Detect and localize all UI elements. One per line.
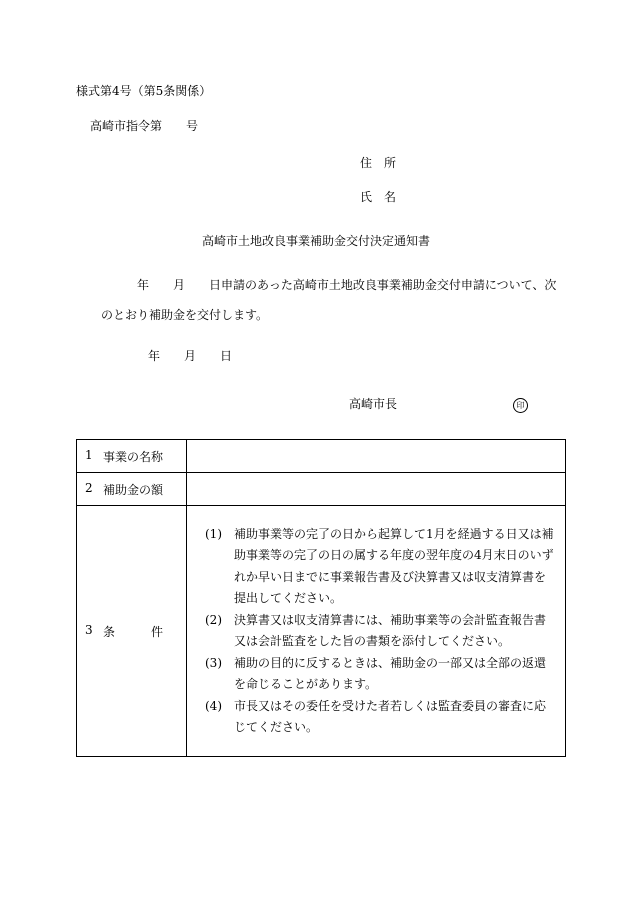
table-row: [77, 473, 566, 506]
condition-text: 決算書又は収支清算書には、補助事業等の会計監査報告書又は会計監査をした旨の書類を添付してください。: [234, 612, 547, 648]
condition-number: (3): [205, 655, 222, 670]
row-label: 補助金の額: [103, 482, 164, 497]
seal-mark: [513, 396, 528, 413]
list-item: [205, 696, 557, 739]
row-number: 3: [85, 622, 93, 637]
row-label: 事業の名称: [103, 449, 164, 464]
issue-date: 年 月 日: [148, 349, 233, 363]
body-line-2: のとおり補助金を交付します。: [101, 308, 269, 322]
condition-number: (4): [205, 698, 222, 713]
details-table: [76, 439, 566, 757]
document-title: 高崎市土地改良事業補助金交付決定通知書: [202, 234, 431, 248]
form-number: 様式第4号（第5条関係）: [76, 84, 212, 98]
list-item: [205, 610, 557, 653]
seal-icon: 印: [513, 398, 528, 413]
row-number: 1: [85, 447, 93, 462]
condition-text: 補助の目的に反するときは、補助金の一部又は全部の返還を命じることがあります。: [234, 655, 547, 691]
table-row: [77, 440, 566, 473]
row-label: 条 件: [103, 624, 164, 639]
table-row: [77, 506, 566, 757]
issuer: 高崎市長: [349, 397, 398, 411]
row-value: [187, 440, 566, 473]
list-item: [205, 524, 557, 610]
condition-text: 補助事業等の完了の日から起算して1月を経過する日又は補助事業等の完了の日の属する年度の翌年度の4月末日のいずれか早い日までに事業報告書及び決算書又は収支清算書を提出してください。: [234, 526, 554, 605]
condition-text: 市長又はその委任を受けた者若しくは監査委員の審査に応じてください。: [234, 698, 547, 734]
condition-number: (1): [205, 526, 222, 541]
list-item: [205, 653, 557, 696]
address-label: 住 所: [360, 156, 397, 170]
document-number: 高崎市指令第 号: [90, 119, 199, 133]
condition-number: (2): [205, 612, 222, 627]
body-line-1: 年 月 日申請のあった高崎市土地改良事業補助金交付申請について、次: [137, 278, 557, 292]
conditions-list: [187, 518, 565, 745]
row-value: [187, 473, 566, 506]
row-number: 2: [85, 480, 93, 495]
name-label: 氏 名: [360, 190, 397, 204]
